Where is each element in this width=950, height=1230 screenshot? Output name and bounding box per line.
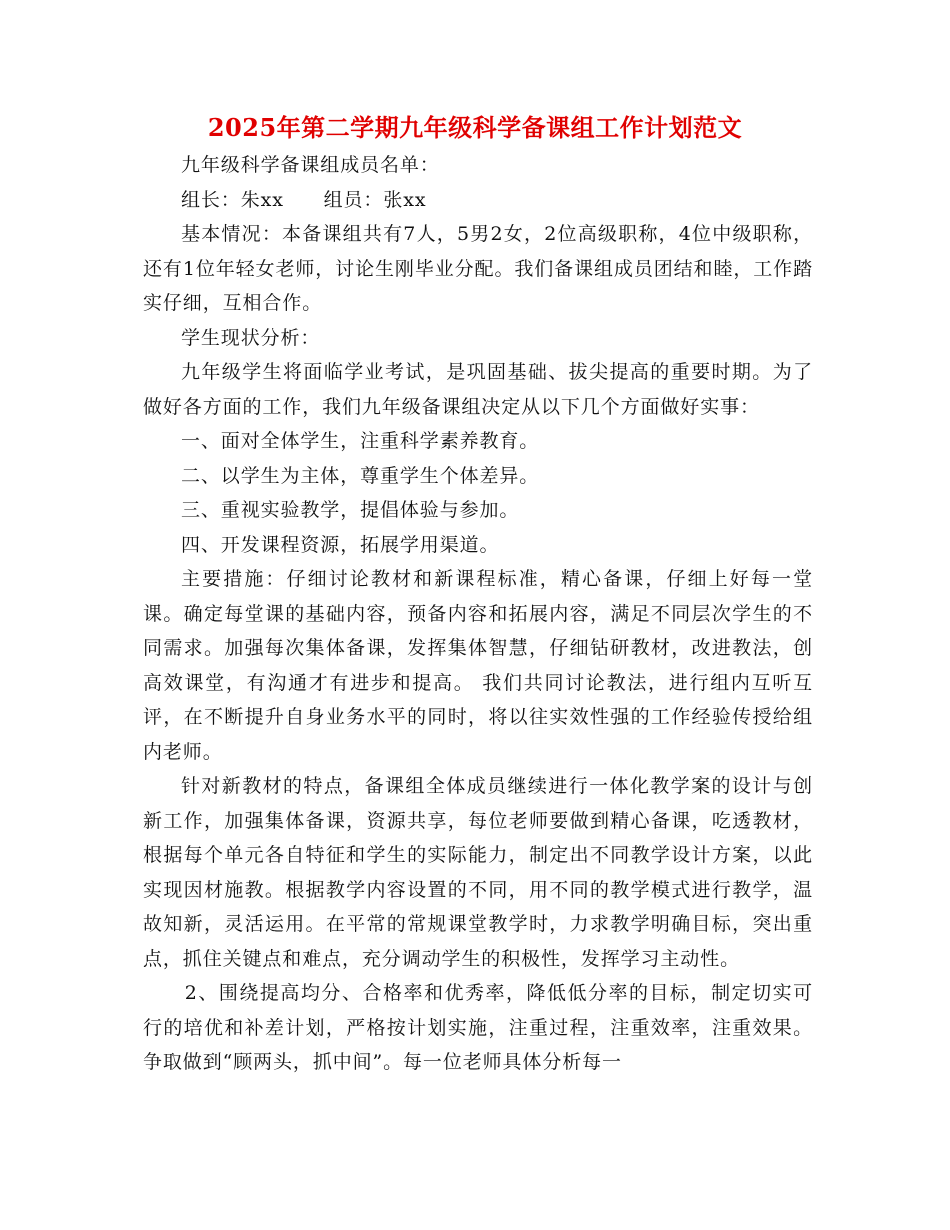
document-body xyxy=(143,148,813,1080)
member-list-heading: 九年级科学备课组成员名单： xyxy=(181,154,440,176)
main-measures-paragraph: 主要措施：仔细讨论教材和新课程标准，精心备课，仔细上好每一堂课。确定每堂课的基础内容，预备内容和拓展内容，满足不同层次学生的不同需求。加强每次集体备课，发挥集体智慧，仔细钻研教材，改进教法，创高效课堂，有沟通才有进步和提高。 我们共同讨论教法，进行组内互听互评，在不断提升自身业务水平的同时，将以往实效性强的工作经验传授给组内老师。 xyxy=(143,568,813,763)
goal-item-3: 三、重视实验教学，提倡体验与参加。 xyxy=(181,499,520,521)
new-textbook-paragraph: 针对新教材的特点，备课组全体成员继续进行一体化教学案的设计与创新工作，加强集体备课，资源共享，每位老师要做到精心备课，吃透教材，根据每个单元各自特征和学生的实际能力，制定出不同教学设计方案，以此实现因材施教。根据教学内容设置的不同，用不同的教学模式进行教学，温故知新，灵活运用。在平常的常规课堂教学时，力求教学明确目标，突出重点，抓住关键点和难点，充分调动学生的积极性，发挥学习主动性。 xyxy=(143,775,813,970)
goal-item-2: 二、以学生为主体，尊重学生个体差异。 xyxy=(181,464,540,487)
basic-situation-paragraph: 基本情况：本备课组共有7人，5男2女，2位高级职称，4位中级职称，还有1位年轻女老师，讨论生刚毕业分配。我们备课组成员团结和睦，工作踏实仔细，互相合作。 xyxy=(143,223,813,314)
goal-item-4: 四、开发课程资源，拓展学用渠道。 xyxy=(181,533,500,556)
goal-item-1: 一、面对全体学生，注重科学素养教育。 xyxy=(181,430,540,452)
measure-item-2: 2、围绕提高均分、合格率和优秀率，降低低分率的目标，制定切实可行的培优和补差计划，严格按计划实施，注重过程，注重效率，注重效果。争取做到“顾两头，抓中间”。每一位老师具体分析每一 xyxy=(143,982,813,1073)
member-list: 组长：朱xx 组员：张xx xyxy=(181,188,427,211)
student-analysis-paragraph: 九年级学生将面临学业考试，是巩固基础、拔尖提高的重要时期。为了做好各方面的工作，我们九年级备课组决定从以下几个方面做好实事： xyxy=(143,361,813,418)
document-title: 2025年第二学期九年级科学备课组工作计划范文 xyxy=(207,113,743,142)
student-analysis-heading: 学生现状分析： xyxy=(181,326,321,349)
